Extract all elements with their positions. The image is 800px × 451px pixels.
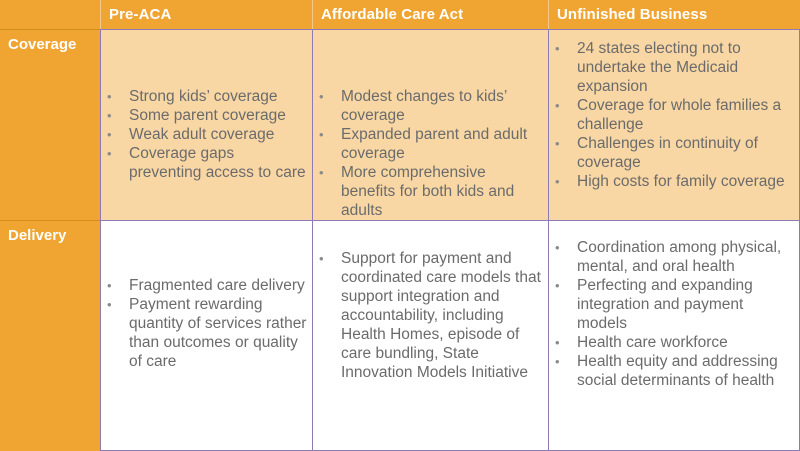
coverage-pre-aca-cell [100,29,312,220]
list-item: • Support for payment and coordinated care models that support integration and accountability, including Health Homes, episode of care bundling, State Innovation Models Initiative [313,249,544,382]
list-item: • Payment rewarding quantity of services rather than outcomes or quality of care [101,295,308,371]
list-item: • 24 states electing not to undertake the Medicaid expansion [549,39,795,96]
list-item: • Some parent coverage [101,106,308,125]
delivery-unfinished-cell [548,220,800,451]
list-item: • Challenges in continuity of coverage [549,134,795,172]
row-label-coverage: Coverage [0,29,100,220]
list-item: • Weak adult coverage [101,125,308,144]
list-item: • Coordination among physical, mental, and oral health [549,238,795,276]
delivery-pre-aca-cell [100,220,312,451]
coverage-aca-cell [312,29,548,220]
header-affordable-care-act: Affordable Care Act [312,0,548,29]
delivery-aca-cell [312,220,548,451]
coverage-unfinished-cell [548,29,800,220]
list-item: • Perfecting and expanding integration and payment models [549,276,795,333]
bullet-list [101,276,308,371]
list-item: • More comprehensive benefits for both kids and adults [313,163,544,220]
bullet-list [549,238,795,390]
list-item: • High costs for family coverage [549,172,795,191]
list-item: • Coverage for whole families a challenge [549,96,795,134]
list-item: • Health care workforce [549,333,795,352]
list-item: • Modest changes to kids’ coverage [313,87,544,125]
row-label-delivery: Delivery [0,220,100,451]
list-item: • Strong kids’ coverage [101,87,308,106]
list-item: • Fragmented care delivery [101,276,308,295]
bullet-list [549,39,795,191]
list-item: • Coverage gaps preventing access to care [101,144,308,182]
list-item: • Health equity and addressing social determinants of health [549,352,795,390]
header-corner [0,0,100,29]
list-item: • Expanded parent and adult coverage [313,125,544,163]
bullet-list [101,87,308,182]
header-unfinished-business: Unfinished Business [548,0,800,29]
bullet-list [313,249,544,382]
header-pre-aca: Pre-ACA [100,0,312,29]
bullet-list [313,87,544,220]
